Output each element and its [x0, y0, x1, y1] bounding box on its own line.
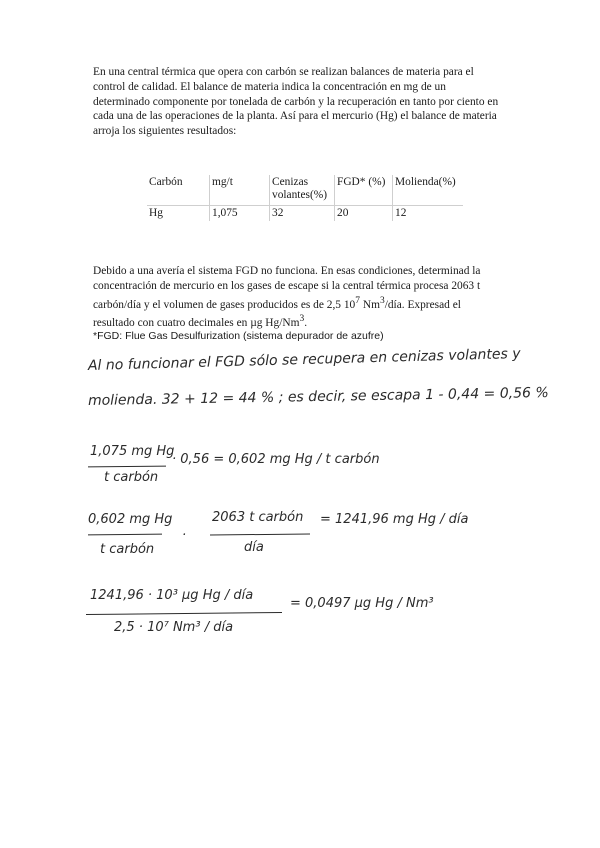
calc2-denominator: t carbón: [100, 542, 155, 557]
question-exp-2: 3: [379, 295, 385, 306]
calc2-fraction-bar-2: [210, 533, 310, 535]
hand-line-1: Al no funcionar el FGD sólo se recupera en cenizas volantes y: [87, 345, 521, 374]
header-carbon: Carbón: [147, 175, 210, 206]
header-molienda: Molienda(%): [393, 175, 464, 206]
cell-cenizas: 32: [270, 206, 335, 222]
calc1-result: · 0,56 = 0,602 mg Hg / t carbón: [172, 452, 380, 467]
mercury-balance-table: [147, 175, 463, 221]
calc1-numerator: 1,075 mg Hg: [90, 444, 175, 459]
header-cenizas: Cenizas volantes(%): [270, 175, 335, 206]
question-exp-1: 7: [355, 295, 360, 306]
cell-fgd: 20: [335, 206, 393, 222]
question-text-d: .: [304, 316, 308, 329]
calc3-result: = 0,0497 µg Hg / Nm³: [290, 596, 434, 611]
cell-mg-per-t: 1,075: [210, 206, 270, 222]
fgd-footnote: *FGD: Flue Gas Desulfurization (sistema depurador de azufre): [93, 330, 384, 342]
table-row: [147, 206, 463, 222]
calc2-numerator: 0,602 mg Hg: [88, 512, 173, 527]
cell-element: Hg: [147, 206, 210, 222]
calc2-result: = 1241,96 mg Hg / día: [320, 512, 469, 527]
calc1-denominator: t carbón: [104, 470, 159, 485]
question-text-c: /día. Expresad el resultado con cuatro decimales en µg Hg/Nm: [93, 298, 461, 329]
calc3-numerator: 1241,96 · 10³ µg Hg / día: [90, 588, 254, 603]
calc2-numerator-2: 2063 t carbón: [212, 510, 304, 525]
header-fgd: FGD* (%): [335, 175, 393, 206]
calc3-fraction-bar: [86, 612, 282, 615]
cell-molienda: 12: [393, 206, 464, 222]
calc2-denominator-2: día: [244, 540, 264, 555]
hand-line-2: molienda. 32 + 12 = 44 % ; es decir, se escapa 1 - 0,44 = 0,56 %: [87, 384, 549, 409]
calc2-fraction-bar: [88, 534, 162, 536]
calc3-denominator: 2,5 · 10⁷ Nm³ / día: [114, 620, 234, 635]
calc1-fraction-bar: [88, 466, 166, 468]
table-header-row: [147, 175, 463, 206]
question-text-b: Nm: [360, 298, 380, 311]
calc2-dot: ·: [182, 528, 187, 543]
header-mg-per-t: mg/t: [210, 175, 270, 206]
question-text-a: Debido a una avería el sistema FGD no funciona. En esas condiciones, determinad la concentración de mercurio en los gases de escape si la central térmica procesa 2063 t carbón/día y el volumen de gases producidos es de 2,5 10: [93, 265, 481, 311]
question-exp-3: 3: [299, 314, 305, 325]
question-paragraph: [93, 264, 505, 331]
intro-paragraph: En una central térmica que opera con carbón se realizan balances de materia para el control de calidad. El balance de materia indica la concentración en mg de un determinado componente por tonelada de carbón y la recuperación en tanto por ciento en cada una de las operaciones de la planta. Así para el mercurio (Hg) el balance de materia arroja los siguientes resultados:: [93, 66, 499, 138]
